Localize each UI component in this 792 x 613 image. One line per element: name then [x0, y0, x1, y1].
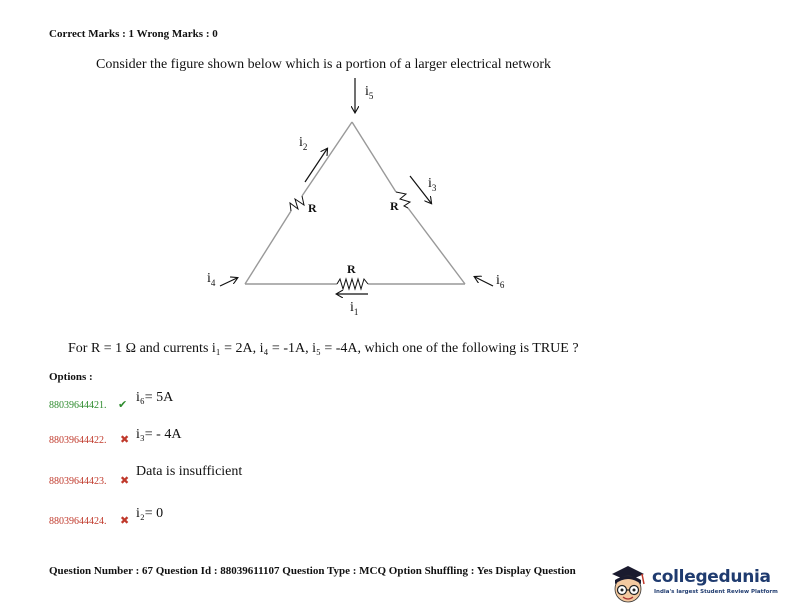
option-text-1[interactable]: i₆= 5A: [136, 390, 174, 405]
option-text-2[interactable]: i₃= - 4A: [136, 427, 182, 442]
resistor-bottom: [337, 279, 368, 289]
option-text-3[interactable]: Data is insufficient: [136, 464, 243, 479]
question-footer: Question Number : 67 Question Id : 88039611107 Question Type : MCQ Option Shuffling : Yes Display Question: [49, 565, 576, 577]
arrow-i6: [475, 277, 493, 286]
question-text: Consider the figure shown below which is a portion of a larger electrical network: [96, 57, 551, 72]
given-values: For R = 1 Ω and currents i₁ = 2A, i₄ = -1A, i₅ = -4A, which one of the following is TRUE ?: [68, 341, 579, 356]
collegedunia-logo: [604, 562, 790, 608]
cross-icon: ✖: [120, 514, 130, 527]
arrow-i4: [220, 278, 237, 286]
option-id-2: 88039644422.: [49, 435, 107, 446]
option-id-3: 88039644423.: [49, 476, 107, 487]
cross-icon: ✖: [120, 474, 130, 487]
mascot-icon: [604, 562, 652, 608]
arrow-i2: [305, 149, 327, 182]
resistor-left: [290, 196, 304, 211]
label-i4: $i_4$: [207, 271, 216, 288]
label-i6: $i_6$: [496, 273, 505, 290]
check-icon: ✔: [118, 398, 128, 411]
option-text-4[interactable]: i₂= 0: [136, 506, 164, 521]
label-r-bottom: R: [347, 262, 356, 276]
option-id-1: 88039644421.: [49, 400, 107, 411]
label-i5: $i_5$: [365, 84, 374, 101]
options-heading: Options :: [49, 371, 93, 383]
label-r-right: R: [390, 199, 399, 213]
marks-info: Correct Marks : 1 Wrong Marks : 0: [49, 28, 218, 40]
label-i2: $i_2$: [299, 135, 308, 152]
cross-icon: ✖: [120, 433, 130, 446]
label-i1: $i_1$: [350, 300, 359, 317]
label-i3: $i_3$: [428, 176, 437, 193]
logo-name: collegedunia: [652, 567, 771, 587]
option-id-4: 88039644424.: [49, 516, 107, 527]
logo-tagline: India's largest Student Review Platform: [654, 589, 778, 595]
circuit-diagram: [200, 72, 530, 322]
triangle-wires: [245, 122, 465, 284]
label-r-left: R: [308, 201, 317, 215]
